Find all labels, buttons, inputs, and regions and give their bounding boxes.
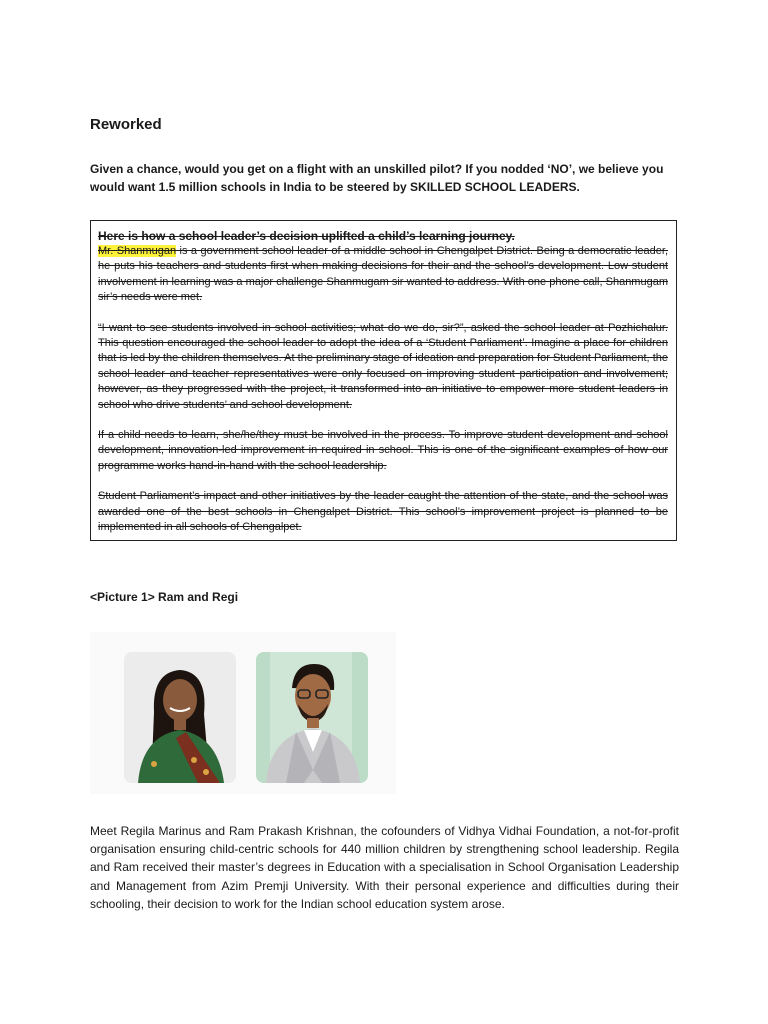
photo-panel	[90, 632, 396, 794]
story-paragraph-4: Student Parliament’s impact and other initiatives by the leader caught the attention of the state, and the school was awarded one of the best schools in Chengalpet District. This school’s improvement project is planned to be implemented in all schools of Chengalpet.	[98, 490, 668, 534]
body-paragraph: Meet Regila Marinus and Ram Prakash Krishnan, the cofounders of Vidhya Vidhai Foundation, a not-for-profit organisation ensuring child-centric schools for 440 million children by strengthening school leadership. Regila and Ram received their master’s degrees in Education with a specialisation in School Organisation Leadership and Management from Azim Premji University. With their personal experience and difficulties during their schooling, their decision to work for the Indian school education system arose.	[90, 824, 679, 911]
picture-caption: <Picture 1> Ram and Regi	[90, 590, 239, 604]
story-paragraph-1	[98, 244, 668, 306]
story-paragraph-3: If a child needs to learn, she/he/they must be involved in the process. To improve student development and school development, innovation-led improvement in required in school. This is one of the significant examples of how our programme works hand-in-hand with the school leadership.	[98, 429, 668, 472]
photo-ram	[256, 652, 368, 783]
struck-through-story-box	[90, 220, 677, 541]
intro-paragraph: Given a chance, would you get on a flight with an unskilled pilot? If you nodded ‘NO’, we believe you would want 1.5 million schools in India to be steered by SKILLED SCHOOL LEADERS.	[90, 162, 664, 194]
story-paragraph-2: “I want to see students involved in school activities; what do we do, sir?”, asked the school leader at Pozhichalur. This question encouraged the school leader to adopt the idea of a ‘Student Parliament’. Imagine a place for children that is led by the children themselves. At the preliminary stage of ideation and preparation for Student Parliament, the school leader and teacher representatives were only focused on improving student participation and involvement; however, as they progressed with the project, it transformed into an initiative to empower more student leaders in school who drive students’ and school development.	[98, 321, 668, 411]
story-title: Here is how a school leader’s decision uplifted a child’s learning journey.	[98, 229, 515, 243]
story-paragraph-1-text: is a government school leader of a middle school in Chengalpet District. Being a democratic leader, he puts his teachers and students first when making decisions for their and the school’s development. Low student involvement in learning was a major challenge Shanmugam sir wanted to address. With one phone call, Shanmugam sir’s needs were met.	[98, 245, 669, 304]
highlighted-name: Mr. Shanmugan	[98, 245, 177, 257]
section-heading: Reworked	[90, 116, 162, 133]
man-portrait-icon	[256, 652, 368, 783]
woman-portrait-icon	[124, 652, 236, 783]
photo-regila	[124, 652, 236, 783]
